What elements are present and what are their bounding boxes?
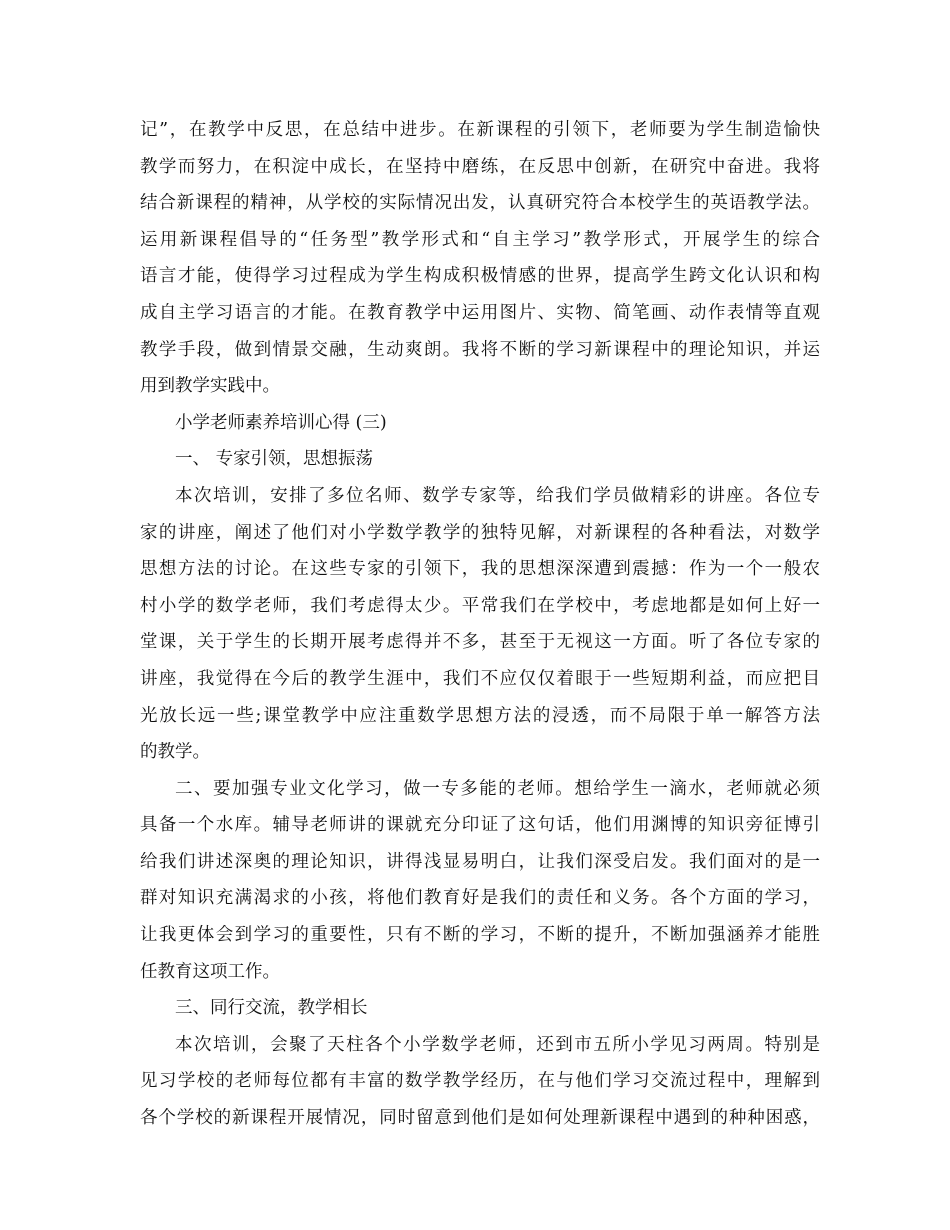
text-line: 本次培训，安排了多位名师、数学专家等，给我们学员做精彩的讲座。各位专 — [175, 485, 820, 506]
text-line: 光放长远一些;课堂教学中应注重数学思想方法的浸透，而不局限于单一解答方法 — [140, 705, 820, 726]
text-line: 见习学校的老师每位都有丰富的数学教学经历，在与他们学习交流过程中，理解到 — [140, 1071, 820, 1092]
text-line: 记”，在教学中反思，在总结中进步。在新课程的引领下，老师要为学生制造愉快 — [140, 120, 820, 140]
text-line: 群对知识充满渴求的小孩，将他们教育好是我们的责任和义务。各个方面的学习， — [140, 888, 820, 909]
text-line: 任教育这项工作。 — [140, 961, 280, 982]
text-line: 本次培训，会聚了天柱各个小学数学老师，还到市五所小学见习两周。特别是 — [175, 1034, 820, 1055]
text-line: 家的讲座，阐述了他们对小学数学教学的独特见解，对新课程的各种看法，对数学 — [140, 522, 820, 543]
text-line: 思想方法的讨论。在这些专家的引领下，我的思想深深遭到震撼：作为一个一般农 — [140, 559, 820, 580]
text-line: 语言才能，使得学习过程成为学生构成积极情感的世界，提高学生跨文化认识和构 — [140, 266, 820, 287]
text-line: 的教学。 — [140, 742, 210, 763]
text-line: 村小学的数学老师，我们考虑得太少。平常我们在学校中，考虑地都是如何上好一 — [140, 595, 820, 616]
text-line: 运用新课程倡导的“任务型”教学形式和“自主学习”教学形式，开展学生的综合 — [140, 229, 820, 250]
text-line: 二、要加强专业文化学习，做一专多能的老师。想给学生一滴水，老师就必须 — [175, 778, 820, 799]
text-line: 具备一个水库。辅导老师讲的课就充分印证了这句话，他们用渊博的知识旁征博引 — [140, 815, 820, 836]
text-line: 结合新课程的精神，从学校的实际情况出发，认真研究符合本校学生的英语教学法。 — [140, 193, 820, 214]
text-line: 一、 专家引领，思想振荡 — [175, 449, 374, 470]
text-line: 小学老师素养培训心得 (三) — [175, 412, 387, 433]
text-line: 教学而努力，在积淀中成长，在坚持中磨练，在反思中创新，在研究中奋进。我将 — [140, 156, 820, 177]
text-line: 用到教学实践中。 — [140, 376, 280, 397]
text-line: 讲座，我觉得在今后的教学生涯中，我们不应仅仅着眼于一些短期利益，而应把目 — [140, 668, 820, 689]
text-line: 堂课，关于学生的长期开展考虑得并不多，甚至于无视这一方面。听了各位专家的 — [140, 632, 820, 653]
text-line: 给我们讲述深奥的理论知识，讲得浅显易明白，让我们深受启发。我们面对的是一 — [140, 851, 820, 872]
text-line: 教学手段，做到情景交融，生动爽朗。我将不断的学习新课程中的理论知识，并运 — [140, 339, 820, 360]
text-line: 让我更体会到学习的重要性，只有不断的学习，不断的提升，不断加强涵养才能胜 — [140, 925, 820, 946]
text-line: 成自主学习语言的才能。在教育教学中运用图片、实物、简笔画、动作表情等直观 — [140, 302, 820, 323]
text-line: 三、同行交流，教学相长 — [175, 998, 368, 1019]
document-body — [140, 112, 820, 1137]
text-line: 各个学校的新课程开展情况，同时留意到他们是如何处理新课程中遇到的种种困惑， — [140, 1108, 820, 1129]
